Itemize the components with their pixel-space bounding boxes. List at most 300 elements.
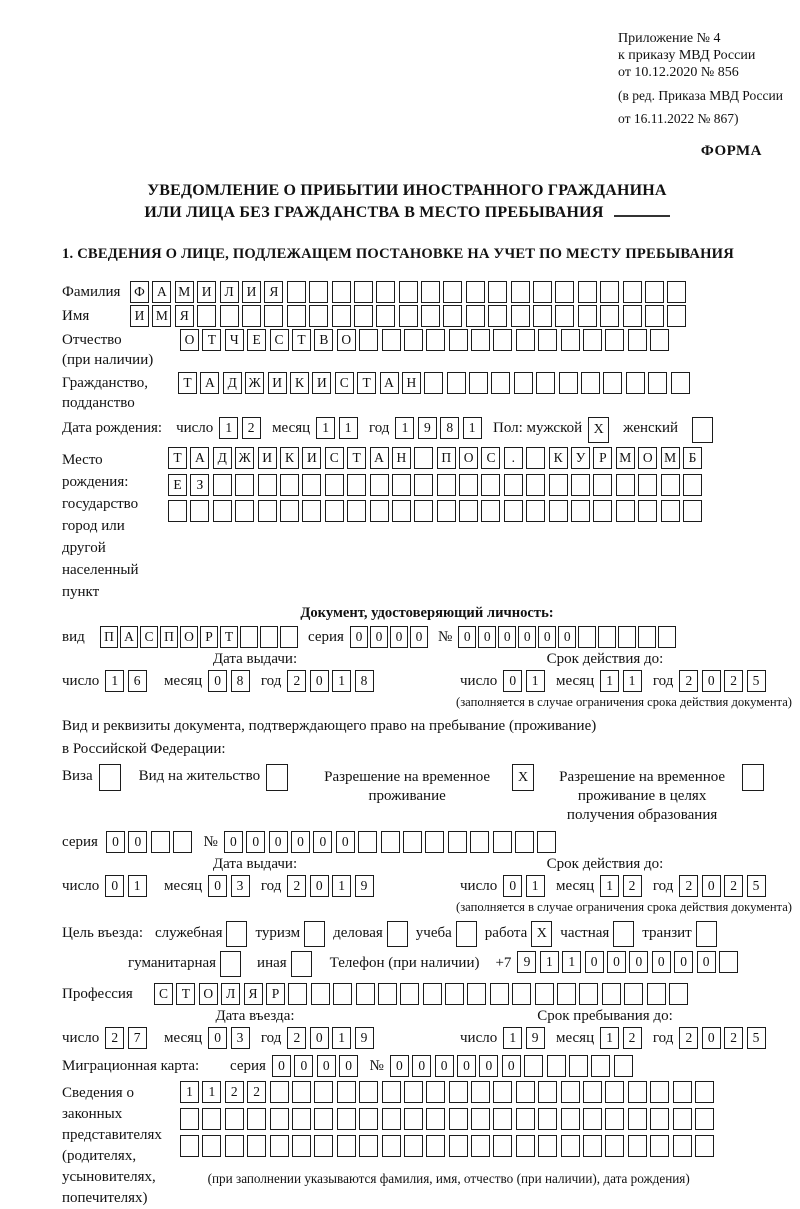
char-cell[interactable] (583, 1081, 602, 1103)
char-cell[interactable]: П (437, 447, 456, 469)
char-cell[interactable]: 0 (457, 1055, 476, 1077)
char-cell[interactable] (220, 305, 239, 327)
temp-residence-checkbox[interactable]: X (512, 764, 534, 791)
char-cell[interactable]: Т (168, 447, 187, 469)
char-cell[interactable] (526, 447, 545, 469)
char-cell[interactable]: 0 (246, 831, 265, 853)
char-cell[interactable] (516, 1135, 535, 1157)
char-cell[interactable] (242, 305, 261, 327)
char-cell[interactable]: 1 (526, 875, 545, 897)
char-cell[interactable] (314, 1108, 333, 1130)
char-cell[interactable] (526, 500, 545, 522)
char-cell[interactable]: 1 (332, 875, 351, 897)
char-cell[interactable] (578, 305, 597, 327)
char-cell[interactable] (667, 305, 686, 327)
char-cell[interactable]: 0 (339, 1055, 358, 1077)
char-cell[interactable]: 2 (679, 1027, 698, 1049)
char-cell[interactable] (583, 329, 602, 351)
char-cell[interactable] (466, 305, 485, 327)
char-cell[interactable]: 9 (517, 951, 536, 973)
char-cell[interactable]: 1 (540, 951, 559, 973)
char-cell[interactable]: А (152, 281, 171, 303)
char-cell[interactable]: 2 (287, 670, 306, 692)
char-cell[interactable] (151, 831, 170, 853)
char-cell[interactable] (683, 474, 702, 496)
char-cell[interactable]: С (481, 447, 500, 469)
char-cell[interactable] (190, 500, 209, 522)
char-cell[interactable] (618, 626, 636, 648)
char-cell[interactable] (515, 831, 534, 853)
char-cell[interactable]: 1 (332, 670, 351, 692)
char-cell[interactable] (571, 500, 590, 522)
char-cell[interactable]: 0 (294, 1055, 313, 1077)
char-cell[interactable] (493, 831, 512, 853)
purpose-study-checkbox[interactable] (456, 921, 477, 947)
char-cell[interactable] (600, 305, 619, 327)
char-cell[interactable] (526, 474, 545, 496)
char-cell[interactable] (449, 329, 468, 351)
char-cell[interactable]: Ж (245, 372, 264, 394)
char-cell[interactable] (488, 281, 507, 303)
char-cell[interactable] (225, 1135, 244, 1157)
char-cell[interactable]: 0 (313, 831, 332, 853)
char-cell[interactable] (235, 474, 254, 496)
char-cell[interactable]: 0 (702, 875, 721, 897)
sex-male-checkbox[interactable]: X (588, 417, 609, 443)
residence-permit-checkbox[interactable] (266, 764, 288, 791)
char-cell[interactable]: 5 (747, 1027, 766, 1049)
char-cell[interactable] (443, 281, 462, 303)
char-cell[interactable]: З (190, 474, 209, 496)
char-cell[interactable] (382, 329, 401, 351)
char-cell[interactable]: В (314, 329, 333, 351)
char-cell[interactable] (628, 329, 647, 351)
char-cell[interactable] (437, 500, 456, 522)
char-cell[interactable] (270, 1135, 289, 1157)
char-cell[interactable]: 0 (702, 1027, 721, 1049)
char-cell[interactable]: Я (244, 983, 263, 1005)
char-cell[interactable]: 0 (224, 831, 243, 853)
char-cell[interactable]: 0 (585, 951, 604, 973)
char-cell[interactable] (168, 500, 187, 522)
char-cell[interactable] (504, 500, 523, 522)
char-cell[interactable] (583, 1108, 602, 1130)
char-cell[interactable]: С (325, 447, 344, 469)
char-cell[interactable] (399, 305, 418, 327)
char-cell[interactable]: 0 (674, 951, 693, 973)
char-cell[interactable] (645, 281, 664, 303)
visa-checkbox[interactable] (99, 764, 121, 791)
char-cell[interactable] (695, 1081, 714, 1103)
char-cell[interactable]: . (504, 447, 523, 469)
char-cell[interactable] (202, 1135, 221, 1157)
char-cell[interactable] (535, 983, 554, 1005)
char-cell[interactable]: А (190, 447, 209, 469)
char-cell[interactable]: 7 (128, 1027, 147, 1049)
char-cell[interactable]: 1 (395, 417, 414, 439)
char-cell[interactable] (561, 1135, 580, 1157)
char-cell[interactable] (581, 372, 600, 394)
char-cell[interactable]: 1 (623, 670, 642, 692)
char-cell[interactable]: А (380, 372, 399, 394)
char-cell[interactable] (399, 281, 418, 303)
char-cell[interactable] (603, 372, 622, 394)
char-cell[interactable] (359, 329, 378, 351)
char-cell[interactable] (605, 329, 624, 351)
char-cell[interactable] (549, 474, 568, 496)
char-cell[interactable] (616, 500, 635, 522)
char-cell[interactable]: 1 (105, 670, 124, 692)
char-cell[interactable] (683, 500, 702, 522)
char-cell[interactable]: 0 (208, 875, 227, 897)
char-cell[interactable]: 9 (418, 417, 437, 439)
char-cell[interactable]: 0 (317, 1055, 336, 1077)
char-cell[interactable]: Т (178, 372, 197, 394)
char-cell[interactable] (258, 474, 277, 496)
char-cell[interactable] (671, 372, 690, 394)
purpose-work-checkbox[interactable]: X (531, 921, 552, 947)
char-cell[interactable]: 0 (310, 875, 329, 897)
char-cell[interactable] (332, 281, 351, 303)
char-cell[interactable]: Б (683, 447, 702, 469)
char-cell[interactable]: 0 (498, 626, 516, 648)
char-cell[interactable]: О (199, 983, 218, 1005)
char-cell[interactable] (370, 500, 389, 522)
char-cell[interactable] (537, 831, 556, 853)
char-cell[interactable] (598, 626, 616, 648)
char-cell[interactable] (337, 1081, 356, 1103)
char-cell[interactable] (423, 983, 442, 1005)
char-cell[interactable]: К (549, 447, 568, 469)
char-cell[interactable] (332, 305, 351, 327)
char-cell[interactable] (404, 1135, 423, 1157)
char-cell[interactable]: К (280, 447, 299, 469)
char-cell[interactable]: 0 (208, 670, 227, 692)
char-cell[interactable]: 1 (600, 1027, 619, 1049)
char-cell[interactable]: У (571, 447, 590, 469)
char-cell[interactable] (180, 1135, 199, 1157)
char-cell[interactable]: Е (168, 474, 187, 496)
char-cell[interactable]: 0 (503, 670, 522, 692)
char-cell[interactable] (354, 305, 373, 327)
char-cell[interactable] (449, 1081, 468, 1103)
char-cell[interactable] (333, 983, 352, 1005)
char-cell[interactable]: Ф (130, 281, 149, 303)
char-cell[interactable] (624, 983, 643, 1005)
char-cell[interactable] (213, 500, 232, 522)
char-cell[interactable] (616, 474, 635, 496)
char-cell[interactable]: О (337, 329, 356, 351)
char-cell[interactable] (309, 281, 328, 303)
char-cell[interactable] (538, 1081, 557, 1103)
char-cell[interactable]: 0 (370, 626, 388, 648)
char-cell[interactable]: И (258, 447, 277, 469)
char-cell[interactable] (426, 329, 445, 351)
char-cell[interactable] (605, 1081, 624, 1103)
char-cell[interactable] (280, 626, 298, 648)
char-cell[interactable]: Д (213, 447, 232, 469)
char-cell[interactable]: Е (247, 329, 266, 351)
char-cell[interactable]: 0 (336, 831, 355, 853)
char-cell[interactable]: 2 (247, 1081, 266, 1103)
char-cell[interactable] (719, 951, 738, 973)
char-cell[interactable] (325, 500, 344, 522)
char-cell[interactable] (280, 500, 299, 522)
purpose-commercial-checkbox[interactable] (387, 921, 408, 947)
char-cell[interactable] (561, 1108, 580, 1130)
char-cell[interactable] (493, 1108, 512, 1130)
char-cell[interactable] (493, 329, 512, 351)
char-cell[interactable] (264, 305, 283, 327)
char-cell[interactable] (404, 1108, 423, 1130)
char-cell[interactable]: Р (200, 626, 218, 648)
char-cell[interactable] (471, 329, 490, 351)
char-cell[interactable]: Ж (235, 447, 254, 469)
char-cell[interactable] (493, 1135, 512, 1157)
char-cell[interactable] (235, 500, 254, 522)
char-cell[interactable] (650, 1081, 669, 1103)
char-cell[interactable]: Я (264, 281, 283, 303)
char-cell[interactable]: Т (220, 626, 238, 648)
char-cell[interactable]: 0 (310, 670, 329, 692)
char-cell[interactable] (392, 500, 411, 522)
char-cell[interactable]: И (130, 305, 149, 327)
char-cell[interactable] (414, 500, 433, 522)
char-cell[interactable] (650, 329, 669, 351)
char-cell[interactable] (381, 831, 400, 853)
char-cell[interactable]: 0 (310, 1027, 329, 1049)
char-cell[interactable] (569, 1055, 588, 1077)
char-cell[interactable] (628, 1108, 647, 1130)
char-cell[interactable] (404, 1081, 423, 1103)
char-cell[interactable] (547, 1055, 566, 1077)
char-cell[interactable] (403, 831, 422, 853)
char-cell[interactable] (673, 1135, 692, 1157)
char-cell[interactable] (197, 305, 216, 327)
char-cell[interactable]: О (638, 447, 657, 469)
char-cell[interactable]: И (197, 281, 216, 303)
char-cell[interactable]: 2 (679, 875, 698, 897)
char-cell[interactable] (225, 1108, 244, 1130)
char-cell[interactable] (605, 1135, 624, 1157)
char-cell[interactable]: 0 (502, 1055, 521, 1077)
char-cell[interactable] (347, 500, 366, 522)
char-cell[interactable]: И (268, 372, 287, 394)
char-cell[interactable] (421, 281, 440, 303)
char-cell[interactable]: Д (223, 372, 242, 394)
char-cell[interactable] (471, 1081, 490, 1103)
char-cell[interactable] (648, 372, 667, 394)
char-cell[interactable]: Т (176, 983, 195, 1005)
char-cell[interactable] (370, 474, 389, 496)
char-cell[interactable] (392, 474, 411, 496)
char-cell[interactable]: 6 (128, 670, 147, 692)
char-cell[interactable] (623, 281, 642, 303)
char-cell[interactable] (614, 1055, 633, 1077)
char-cell[interactable] (471, 1135, 490, 1157)
char-cell[interactable] (270, 1108, 289, 1130)
char-cell[interactable] (302, 474, 321, 496)
char-cell[interactable] (602, 983, 621, 1005)
char-cell[interactable]: 1 (526, 670, 545, 692)
char-cell[interactable] (600, 281, 619, 303)
char-cell[interactable]: Т (357, 372, 376, 394)
char-cell[interactable] (673, 1108, 692, 1130)
char-cell[interactable]: 1 (503, 1027, 522, 1049)
char-cell[interactable] (650, 1135, 669, 1157)
char-cell[interactable] (359, 1135, 378, 1157)
char-cell[interactable]: И (242, 281, 261, 303)
char-cell[interactable]: О (459, 447, 478, 469)
char-cell[interactable]: 2 (724, 1027, 743, 1049)
char-cell[interactable] (645, 305, 664, 327)
char-cell[interactable]: 2 (287, 1027, 306, 1049)
char-cell[interactable] (421, 305, 440, 327)
char-cell[interactable] (309, 305, 328, 327)
char-cell[interactable] (695, 1135, 714, 1157)
char-cell[interactable] (638, 500, 657, 522)
char-cell[interactable]: 0 (350, 626, 368, 648)
char-cell[interactable] (437, 474, 456, 496)
char-cell[interactable] (555, 281, 574, 303)
char-cell[interactable]: М (152, 305, 171, 327)
char-cell[interactable] (626, 372, 645, 394)
char-cell[interactable] (424, 372, 443, 394)
char-cell[interactable] (247, 1135, 266, 1157)
char-cell[interactable] (426, 1108, 445, 1130)
char-cell[interactable] (490, 983, 509, 1005)
char-cell[interactable]: 0 (652, 951, 671, 973)
char-cell[interactable] (561, 329, 580, 351)
char-cell[interactable] (292, 1081, 311, 1103)
char-cell[interactable] (628, 1135, 647, 1157)
char-cell[interactable] (382, 1081, 401, 1103)
char-cell[interactable] (359, 1081, 378, 1103)
char-cell[interactable] (605, 1108, 624, 1130)
char-cell[interactable]: Т (202, 329, 221, 351)
char-cell[interactable]: 0 (458, 626, 476, 648)
purpose-private-checkbox[interactable] (613, 921, 634, 947)
char-cell[interactable]: О (180, 626, 198, 648)
char-cell[interactable] (557, 983, 576, 1005)
char-cell[interactable] (467, 983, 486, 1005)
char-cell[interactable] (469, 372, 488, 394)
char-cell[interactable] (258, 500, 277, 522)
char-cell[interactable] (443, 305, 462, 327)
char-cell[interactable]: 0 (412, 1055, 431, 1077)
char-cell[interactable] (292, 1108, 311, 1130)
char-cell[interactable] (314, 1081, 333, 1103)
char-cell[interactable]: 0 (208, 1027, 227, 1049)
char-cell[interactable] (578, 626, 596, 648)
char-cell[interactable] (623, 305, 642, 327)
char-cell[interactable] (538, 1135, 557, 1157)
char-cell[interactable] (579, 983, 598, 1005)
char-cell[interactable]: И (302, 447, 321, 469)
char-cell[interactable] (511, 305, 530, 327)
char-cell[interactable] (628, 1081, 647, 1103)
char-cell[interactable] (481, 500, 500, 522)
char-cell[interactable] (511, 281, 530, 303)
char-cell[interactable] (638, 474, 657, 496)
char-cell[interactable] (647, 983, 666, 1005)
char-cell[interactable] (382, 1135, 401, 1157)
char-cell[interactable]: 0 (291, 831, 310, 853)
char-cell[interactable] (292, 1135, 311, 1157)
char-cell[interactable] (650, 1108, 669, 1130)
char-cell[interactable]: 0 (410, 626, 428, 648)
char-cell[interactable] (638, 626, 656, 648)
char-cell[interactable]: 2 (225, 1081, 244, 1103)
char-cell[interactable]: 1 (316, 417, 335, 439)
char-cell[interactable] (533, 281, 552, 303)
char-cell[interactable]: 2 (242, 417, 261, 439)
purpose-transit-checkbox[interactable] (696, 921, 717, 947)
char-cell[interactable] (173, 831, 192, 853)
char-cell[interactable] (288, 983, 307, 1005)
char-cell[interactable] (425, 831, 444, 853)
char-cell[interactable]: М (616, 447, 635, 469)
char-cell[interactable] (287, 281, 306, 303)
char-cell[interactable] (549, 500, 568, 522)
char-cell[interactable] (561, 1081, 580, 1103)
char-cell[interactable] (578, 281, 597, 303)
char-cell[interactable] (491, 372, 510, 394)
char-cell[interactable] (536, 372, 555, 394)
char-cell[interactable] (673, 1081, 692, 1103)
char-cell[interactable] (512, 983, 531, 1005)
char-cell[interactable]: 0 (607, 951, 626, 973)
char-cell[interactable] (270, 1081, 289, 1103)
char-cell[interactable] (516, 329, 535, 351)
char-cell[interactable] (658, 626, 676, 648)
char-cell[interactable] (378, 983, 397, 1005)
char-cell[interactable] (426, 1135, 445, 1157)
char-cell[interactable]: 2 (287, 875, 306, 897)
char-cell[interactable] (337, 1108, 356, 1130)
char-cell[interactable] (382, 1108, 401, 1130)
char-cell[interactable] (426, 1081, 445, 1103)
char-cell[interactable]: Р (593, 447, 612, 469)
char-cell[interactable]: 0 (538, 626, 556, 648)
char-cell[interactable]: А (200, 372, 219, 394)
char-cell[interactable]: 9 (355, 875, 374, 897)
char-cell[interactable]: 9 (355, 1027, 374, 1049)
char-cell[interactable] (445, 983, 464, 1005)
char-cell[interactable]: А (370, 447, 389, 469)
char-cell[interactable] (514, 372, 533, 394)
char-cell[interactable] (593, 474, 612, 496)
char-cell[interactable]: Т (292, 329, 311, 351)
char-cell[interactable] (213, 474, 232, 496)
char-cell[interactable]: 8 (355, 670, 374, 692)
purpose-tourism-checkbox[interactable] (304, 921, 325, 947)
char-cell[interactable]: Ч (225, 329, 244, 351)
char-cell[interactable] (376, 305, 395, 327)
char-cell[interactable]: 5 (747, 875, 766, 897)
char-cell[interactable] (470, 831, 489, 853)
char-cell[interactable] (260, 626, 278, 648)
char-cell[interactable] (280, 474, 299, 496)
char-cell[interactable]: С (154, 983, 173, 1005)
char-cell[interactable] (504, 474, 523, 496)
char-cell[interactable]: 0 (106, 831, 125, 853)
char-cell[interactable]: Р (266, 983, 285, 1005)
char-cell[interactable]: 0 (269, 831, 288, 853)
char-cell[interactable]: 1 (562, 951, 581, 973)
char-cell[interactable] (202, 1108, 221, 1130)
char-cell[interactable]: 0 (128, 831, 147, 853)
